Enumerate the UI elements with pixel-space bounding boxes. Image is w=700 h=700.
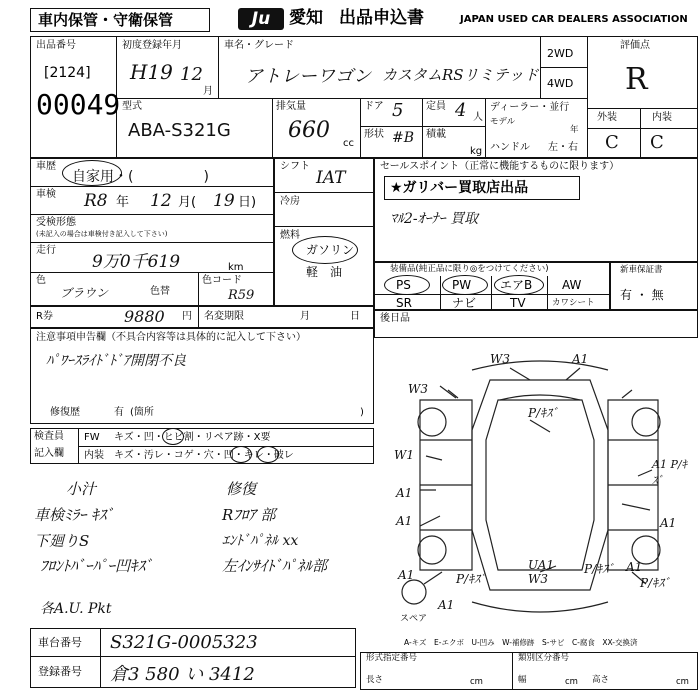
width-label: 幅: [518, 675, 527, 685]
damage-mark-a1-right2: A1: [660, 516, 677, 530]
shape-label: 形状: [364, 129, 384, 140]
transfer-month-unit: 月: [300, 311, 310, 322]
damage-mark-a1-left1: A1: [396, 486, 413, 500]
inspector-note-r2: Rﾌﾛｱ 部: [222, 506, 276, 524]
equip-aw: AW: [562, 278, 582, 292]
shift-label: シフト: [280, 161, 310, 172]
selling-points-label: セールスポイント（正常に機能するものに限ります）: [380, 161, 620, 172]
registration-month-unit: 月: [203, 86, 213, 97]
model-year-label: モデル: [490, 117, 516, 127]
inspector-mark-3: [257, 446, 279, 463]
inspector-note-l2: 車検ﾐﾗｰ ｷｽﾞ: [34, 506, 114, 524]
recycle-unit: 円: [182, 311, 192, 322]
interior-label: 内装: [652, 112, 672, 123]
recycle-value: 9880: [124, 307, 165, 326]
inspection-label: 車検: [36, 189, 56, 200]
recycle-frame: [30, 306, 374, 328]
lot-sub-number: [2124]: [44, 65, 91, 81]
mileage-label: 走行: [36, 245, 56, 256]
damage-mark-a1-spare: A1: [438, 598, 455, 612]
selling-points-note: ﾏﾙ2-ｵｰﾅｰ 買取: [390, 211, 479, 227]
warranty-options: 有 ・ 無: [620, 288, 664, 302]
handle-label: ハンドル: [490, 142, 530, 153]
recycle-label: R券: [36, 311, 53, 322]
height-label: 高さ: [592, 675, 610, 685]
logo-region: 愛知: [289, 8, 323, 28]
equip-seat: カワシート: [552, 298, 595, 308]
equip-ps: PS: [396, 278, 411, 292]
damage-mark-ua1-w3: UA1 W3: [528, 558, 555, 586]
drive-4wd: 4WD: [547, 77, 574, 90]
inspector-note-r1: 修復: [226, 480, 257, 498]
inspector-label1: 検査員: [34, 431, 64, 442]
damage-mark-a1-right: A1 P/ｷｽﾞ: [652, 458, 688, 487]
handle-options: 左・右: [548, 142, 578, 153]
capacity-unit: 人: [473, 112, 483, 123]
transfer-label: 名変期限: [204, 311, 244, 322]
doors-value: 5: [392, 100, 404, 121]
damage-mark-pkizu-rear-right: P/ｷｽﾞ: [640, 576, 671, 590]
color-code-value: R59: [228, 288, 255, 303]
remarks-text: ﾊﾟﾜｰｽﾗｲﾄﾞﾄﾞｱ開閉不良: [46, 353, 186, 369]
inspection-year-unit: 年: [116, 195, 130, 210]
damage-legend: A-キズ E-エクボ U-凹み W-補修跡 S-サビ C-腐食 XX-交換済: [404, 638, 638, 647]
rating-value: R: [625, 62, 648, 97]
damage-mark-pkizu-rear: P/ｷｽﾞ: [584, 562, 615, 576]
mileage-unit: km: [228, 262, 244, 273]
color-swap-label: 色替: [150, 286, 170, 297]
damage-mark-a1-rear-right: A1: [626, 560, 643, 574]
ju-logo: Ju: [238, 8, 284, 30]
inspector-mark-1: [162, 428, 184, 445]
equip-airbag-circle: [494, 275, 544, 295]
vehicle-name: アトレーワゴン: [245, 66, 371, 87]
length-label: 長さ: [366, 675, 384, 685]
category-label: 類別区分番号: [518, 653, 570, 663]
color-code-label: 色コード: [202, 275, 242, 286]
doors-label: ドア: [364, 101, 384, 112]
spare-label: スペア: [400, 614, 428, 624]
history-label: 車歴: [36, 161, 56, 172]
damage-mark-w3-front: W3: [490, 352, 510, 366]
type-designation-label: 形式指定番号: [366, 653, 418, 663]
form-title: 出品申込書: [339, 8, 424, 28]
load-unit: kg: [470, 146, 483, 157]
registration-number-value: 倉3 580 い 3412: [110, 664, 255, 685]
remarks-label: 注意事項申告欄（不具合内容等は具体的に記入して下さい）: [36, 332, 306, 343]
inspector-row1: キズ・凹・ヒビ割・リペア跡・X要: [114, 432, 271, 443]
equip-ps-circle: [384, 275, 430, 295]
load-label: 積載: [426, 129, 446, 140]
lot-number: 00049: [36, 88, 121, 121]
inspector-note-r3: ｴﾝﾄﾞﾊﾟﾈﾙ xx: [222, 533, 299, 549]
fuel-diesel: 軽 油: [306, 265, 343, 279]
capacity-value: 4: [455, 100, 467, 121]
shape-value: #B: [392, 130, 415, 146]
width-unit: cm: [565, 677, 578, 687]
inspection-day-unit: 日): [238, 195, 257, 210]
registration-label: 初度登録年月: [122, 40, 182, 51]
mileage-value: 9万0千619: [92, 252, 181, 272]
aftermarket-frame: [374, 310, 698, 338]
fuel-label: 燃料: [280, 230, 300, 241]
inspector-row1-prefix: FW: [84, 432, 100, 443]
color-label: 色: [36, 275, 46, 286]
repair-close: ): [360, 407, 364, 418]
warranty-label: 新車保証書: [620, 265, 663, 275]
model-year-unit: 年: [570, 125, 579, 135]
inspector-note-l1: 小汁: [66, 480, 97, 498]
transfer-day-unit: 日: [350, 311, 360, 322]
receipt-label: 受検形態: [36, 217, 76, 228]
interior-value: C: [650, 132, 664, 153]
exterior-label: 外装: [597, 112, 617, 123]
fuel-gas-circle: [292, 236, 358, 264]
damage-mark-a1-left2: A1: [396, 514, 413, 528]
inspector-note-l3: 下廻りS: [34, 532, 90, 550]
repair-value: 有: [114, 407, 124, 418]
damage-mark-w3-left: W3: [408, 382, 428, 396]
displacement-unit: cc: [343, 138, 354, 149]
model-value: ABA-S321G: [128, 120, 231, 141]
inspector-label2: 記入欄: [34, 448, 64, 459]
equip-sr: SR: [396, 296, 412, 310]
dealer-label: ディーラー・並行: [490, 102, 570, 113]
selling-points-banner: ★ガリバー買取店出品: [390, 180, 529, 196]
inspection-month: 12: [150, 191, 172, 211]
vehicle-name-label: 車名・グレード: [224, 40, 294, 51]
exterior-value: C: [605, 132, 619, 153]
equip-airbag: エアB: [500, 278, 533, 292]
lot-label: 出品番号: [36, 40, 76, 51]
damage-mark-pkizu-roof: P/ｷｽﾞ: [528, 406, 559, 420]
inspection-month-unit: 月(: [178, 195, 197, 210]
shift-value: IAT: [316, 168, 346, 188]
displacement-label: 排気量: [276, 101, 306, 112]
color-value: ブラウン: [60, 286, 109, 300]
rating-label: 評価点: [620, 40, 650, 51]
history-value: 自家用・( ): [72, 169, 209, 185]
aftermarket-label: 後日品: [380, 313, 410, 324]
storage-note: 車内保管・守衛保管: [38, 11, 174, 29]
drive-2wd: 2WD: [547, 47, 574, 60]
capacity-label: 定員: [426, 101, 446, 112]
damage-mark-a1-rear-left: A1: [398, 568, 415, 582]
equipment-label: 装備品(純正品に限り◎をつけてください): [390, 264, 549, 274]
inspector-note-r4: 左ｲﾝｻｲﾄﾞﾊﾟﾈﾙ部: [222, 557, 328, 575]
inspection-day: 19: [213, 191, 235, 211]
repair-suffix: (箇所: [130, 407, 154, 418]
equip-pw-circle: [442, 275, 488, 295]
inspector-note-l4: ﾌﾛﾝﾄﾊﾞｰﾊﾟｰ凹ｷｽﾞ: [40, 557, 153, 575]
fuel-gas: ガソリン: [306, 243, 355, 257]
chassis-label: 車台番号: [38, 636, 82, 649]
damage-mark-pkizu-rear-left: P/ｷｽﾞ: [456, 572, 487, 586]
receipt-note: (未記入の場合は車検付き記入して下さい): [36, 230, 168, 238]
model-label: 型式: [122, 101, 142, 112]
association-name: JAPAN USED CAR DEALERS ASSOCIATION: [460, 14, 688, 25]
registration-month: 12: [180, 64, 203, 85]
vehicle-grade: カスタムRSリミテッド: [382, 66, 539, 84]
damage-mark-w1-left: W1: [394, 448, 414, 462]
chassis-value: S321G-0005323: [110, 632, 258, 653]
length-unit: cm: [470, 677, 483, 687]
inspector-mark-2: [230, 446, 252, 463]
equip-tv: TV: [510, 296, 526, 310]
ac-label: 冷房: [280, 196, 300, 207]
equip-navi: ナビ: [452, 296, 477, 310]
registration-number-label: 登録番号: [38, 665, 82, 678]
inspector-bottom-note: 各A.U. Pkt: [40, 601, 112, 617]
displacement-value: 660: [288, 118, 330, 143]
height-unit: cm: [676, 677, 689, 687]
registration-year: H19: [130, 60, 173, 84]
repair-label: 修復歴: [50, 407, 80, 418]
damage-mark-a1-front: A1: [572, 352, 589, 366]
equip-pw: PW: [452, 278, 472, 292]
inspection-year: R8: [84, 191, 108, 211]
inspector-row2: キズ・汚レ・コゲ・穴・凹・キレ・破レ: [114, 450, 294, 461]
inspector-row2-prefix: 内装: [84, 450, 104, 461]
history-circle: [62, 160, 122, 186]
